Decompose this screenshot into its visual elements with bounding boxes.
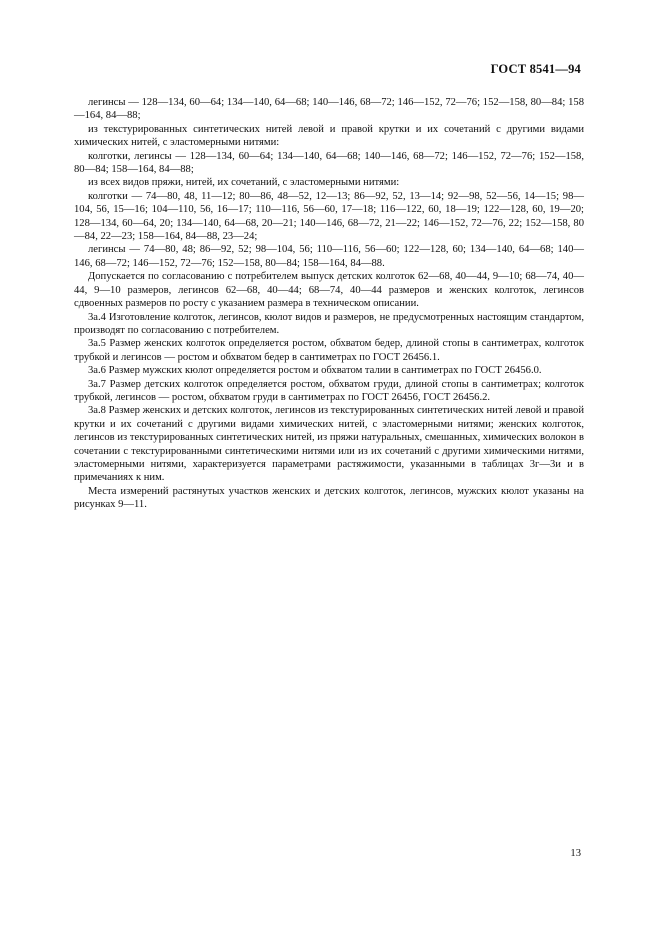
paragraph-tights-leggings-sizes: колготки, легинсы — 128—134, 60—64; 134—140, 64—68; 140—146, 68—72; 146—152, 72—76; 152—158, 80—84; 158—164, 84—88; bbox=[74, 150, 584, 176]
paragraph-clause-3a4: 3а.4 Изготовление колготок, легинсов, кюлот видов и размеров, не предусмотренных настоящим стандартом, производят по согласованию с потребителем. bbox=[74, 311, 584, 336]
paragraph-measurement-places: Места измерений растянутых участков женских и детских колготок, легинсов, мужских кюлот указаны на рисунках 9—11. bbox=[74, 485, 584, 511]
paragraph-clause-3a5: 3а.5 Размер женских колготок определяется ростом, обхватом бедер, длиной стопы в сантиметрах, колготок трубкой и легинсов — ростом и обхватом бедер в сантиметрах по ГОСТ 26456.1. bbox=[74, 338, 584, 363]
paragraph-clause-3a6: 3а.6 Размер мужских кюлот определяется ростом и обхватом талии в сантиметрах по ГОСТ 26456.0. bbox=[88, 365, 542, 377]
paragraph-consumer-agreement: Допускается по согласованию с потребителем выпуск детских колготок 62—68, 40—44, 9—10; 68—74, 40—44, 9—10 размеров, легинсов 62—68, 40—44; 68—74, 40—44 размеров и женских колготок, легинсов сдвоенных размеров по росту с указанием размера в техническом описании. bbox=[74, 271, 584, 310]
page-number: 13 bbox=[570, 848, 581, 859]
paragraph-tights-full-sizes: колготки — 74—80, 48, 11—12; 80—86, 48—52, 12—13; 86—92, 52, 13—14; 92—98, 52—56, 14—15; 98—104, 56, 15—16; 104—110, 56, 16—17; 110—116, 56—60, 17—18; 116—122, 60, 18—19; 122—128, 60, 19—20; 128—134, 60—64, 20; 134—140, 64—68, 20—21; 140—146, 68—72, 21—22; 146—152, 72—76, 22; 152—158, 80—84, 22—23; 158—164, 84—88, 23—24; bbox=[74, 190, 584, 243]
standard-code-header: ГОСТ 8541—94 bbox=[490, 62, 581, 76]
paragraph-leggings-sizes: легинсы — 128—134, 60—64; 134—140, 64—68; 140—146, 68—72; 146—152, 72—76; 152—158, 80—84; 158—164, 84—88; bbox=[74, 97, 584, 122]
paragraph-clause-3a8: 3а.8 Размер женских и детских колготок, легинсов из текстурированных синтетических нитей левой и правой крутки и их сочетаний с другими видами химических нитей, с эластомерными нитями; женских колготок, легинсов из текстурированных синтетических нитей, из пряжи натуральных, смешанных, химических волокон в сочетании с текстурированными синтетическими нитями или из их сочетаний с другими химическими нитями, эластомерными нитями, характеризуется параметрами растяжимости, указанными в таблицах 3г—3и и в примечаниях к ним. bbox=[74, 405, 584, 484]
paragraph-textured-threads-heading: из текстурированных синтетических нитей левой и правой крутки и их сочетаний с другими видами химических нитей, с эластомерными нитями: bbox=[74, 123, 584, 149]
paragraph-clause-3a7: 3а.7 Размер детских колготок определяется ростом, обхватом груди, длиной стопы в сантиметрах; колготок трубкой, легинсов — ростом, обхватом груди в сантиметрах по ГОСТ 26456, ГОСТ 26456.2. bbox=[74, 378, 584, 403]
paragraph-all-yarns-heading: из всех видов пряжи, нитей, их сочетаний, с эластомерными нитями: bbox=[88, 177, 400, 189]
document-body bbox=[74, 96, 584, 512]
paragraph-leggings-full-sizes: легинсы — 74—80, 48; 86—92, 52; 98—104, 56; 110—116, 56—60; 122—128, 60; 134—140, 64—68; 140—146, 68—72; 146—152, 72—76; 152—158, 80—84; 158—164, 84—88. bbox=[74, 244, 584, 269]
